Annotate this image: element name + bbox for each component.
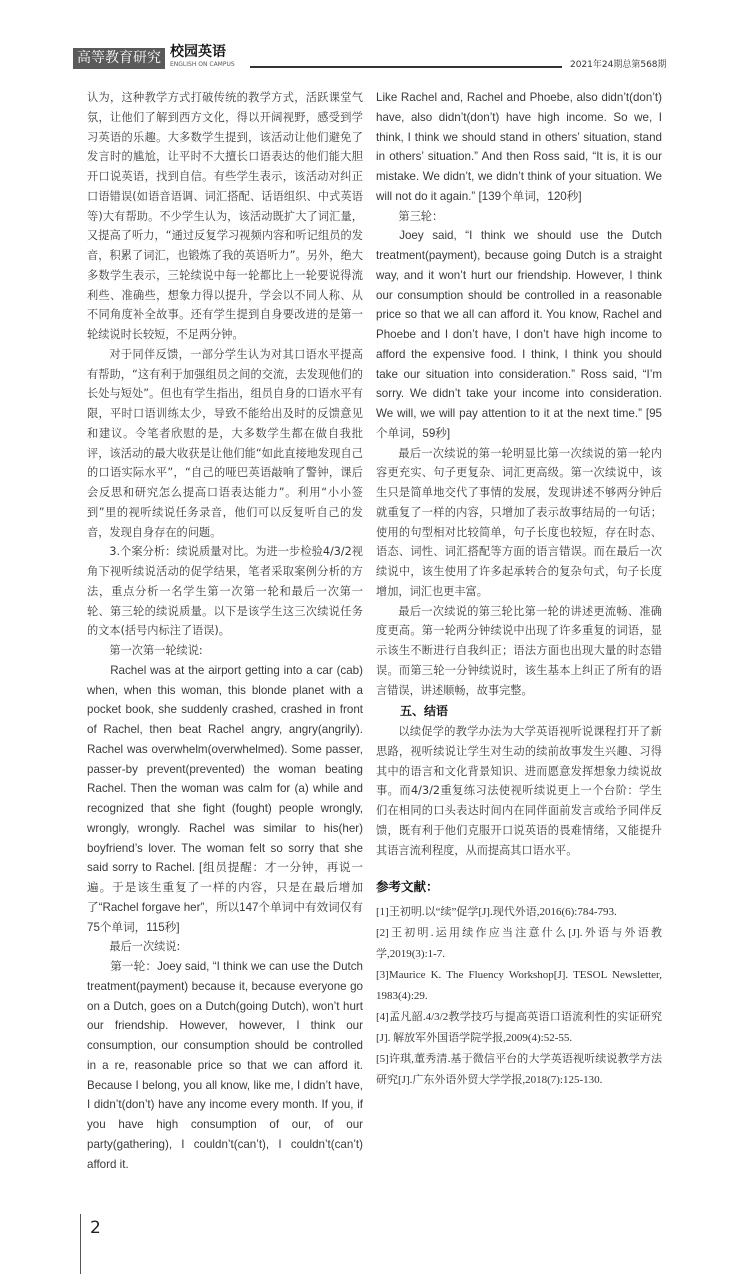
issue-info: 2021年24期总第568期 [570,60,667,70]
reference-item: [5]许琪,董秀清.基于微信平台的大学英语视听续说教学方法研究[J].广东外语外贸大学学报,2018(7):125-130. [376,1053,662,1087]
paragraph: Like Rachel and, Rachel and Phoebe, also didn’t(don’t) have, also didn’t(don’t) have high income. So we, I think, I think we should stand in others’ situation, stand in others’ situation.” And then Ross said, “It is, it is our mistake. We didn’t, we didn’t think of your situation. We will not do it again.” [139个单词，120秒] [376,91,662,203]
paragraph: 最后一次续说的第一轮明显比第一次续说的第一轮内容更充实、句子更复杂、词汇更高级。第一次续说中，该生只是简单地交代了事情的发展，发现讲述不够两分钟后就重复了一样的内容，只增加了表示故事结局的一句话；使用的句型相对比较简单，句子长度也较短，存在时态、语态、词性、词汇搭配等方面的语言错误。而在最后一次续说中，该生使用了许多起承转合的复杂句式，句子长度增加，词汇也更丰富。 [376,446,662,598]
section-label: 高等教育研究 [73,48,165,69]
reference-item: [1]王初明.以“续”促学[J].现代外语,2016(6):784-793. [376,906,617,919]
page-footer [0,1214,740,1274]
left-column [87,88,363,1174]
paragraph: 最后一次续说: [109,940,181,954]
references [376,878,662,1091]
paragraph: Joey said, “I think we should use the Dutch treatment(payment), because going Dutch is a straight way, and it won’t hurt our friendship. However, I think our consumption should be controlled in a reasonable price so that we all can afford it. You know, Rachel and Phoebe and I don’t have, I don’t have high income to afford the expensive food. I think, I think you should take our situation into consideration.” Ross said, “I’m sorry. We didn’t take your income into consideration. We will, we will pay attention to it at the next time.” [95个单词，59秒] [376,229,662,440]
paragraph: 第一轮：Joey said, “I think we can use the Dutch treatment(payment) because it, because everyone go on a Dutch, goes on a Dutch(going Dutch), won’t hurt our friendship. However, however, I think our consumption, our consumption should be controlled in a re, reasonable price so that we can afford it. Because I belong, you all know, like me, I didn’t have, I didn’t(don’t) have any income every month. If you, if you have high consumption of our, of our party(gathering), I couldn’t(can’t), I couldn’t(can’t) afford it. [87,960,363,1171]
page-number: 2 [90,1218,101,1239]
margin-rule [80,1214,81,1274]
paragraph: 认为，这种教学方式打破传统的教学方式，活跃课堂气氛，让他们了解到西方文化，得以开阔视野，感受到学习英语的乐趣。大多数学生提到，该活动让他们避免了发言时的尴尬，让平时不大擅长口语表达的他们能大胆开口说英语，找到自信。有些学生表示，该活动对纠正口语错误(如语音语调、词汇搭配、话语组织、中式英语等)大有帮助。不少学生认为，该活动既扩大了词汇量，又提高了听力，“通过反复学习视频内容和听记组员的发音，积累了词汇，也锻炼了我的英语听力”。另外，绝大多数学生表示，三轮续说中每一轮都比上一轮要说得流利些、准确些，想象力得以提升，学会以不同人称、从不同角度补全故事。还有学生提到自身要改进的是第一轮续说时长较短，不足两分钟。 [87,91,363,341]
paragraph: 第一次第一轮续说: [109,644,203,657]
paragraph: 3.个案分析：续说质量对比。为进一步检验4/3/2视角下视听续说活动的促学结果，笔者采取案例分析的方法，重点分析一名学生第一次第一轮和最后一次第一轮、第三轮的续说质量。以下是该学生这三次续说任务的文本(括号内标注了语误)。 [87,545,363,638]
paragraph: 最后一次续说的第三轮比第一轮的讲述更流畅、准确度更高。第一轮两分钟续说中出现了许多重复的词语，显示该生不断进行自我纠正；语法方面也出现大量的时态错误。而第三轮一分钟续说时，该生基本上纠正了所有的语言错误，讲述顺畅，故事完整。 [376,604,662,697]
page-header [0,0,740,88]
right-column [376,88,662,1091]
paragraph: 对于同伴反馈，一部分学生认为对其口语水平提高有帮助，“这有利于加强组员之间的交流，去发现他们的长处与短处”。但也有学生指出，组员自身的口语水平有限，平时口语训练太少，导致不能给出及时的反馈意见和建议。令笔者欣慰的是，大多数学生都在做自我批评，该活动的最大收获是让他们能“如此直接地发现自己的口语实际水平”，“自己的哑巴英语敲响了警钟，课后会反思和研究怎么提高口语表达能力”。利用“小小签到”里的视听续说任务录音，他们可以反复听自己的发音，发现自身存在的问题。 [87,347,363,539]
paragraph: 第三轮： [398,209,444,223]
journal-brand: 校园英语 [170,44,226,60]
paragraph: 以续促学的教学办法为大学英语视听说课程打开了新思路，视听续说让学生对生动的续前故事发生兴趣、习得其中的语言和文化背景知识、进而愿意发挥想象力续说故事。而4/3/2重复练习法使视听续说更上一个台阶：学生们在相同的口头表达时间内在同伴面前发言或给予同伴反馈，既有利于他们克服开口说英语的畏难情绪，又能提升其语言流利程度，从而提高其口语水平。 [376,725,662,857]
journal-brand-block [170,44,235,69]
header-divider [250,66,562,68]
journal-brand-sub: ENGLISH ON CAMPUS [170,61,235,68]
body-columns [87,88,740,1174]
reference-item: [3]Maurice K. The Fluency Workshop[J]. TESOL Newsletter, 1983(4):29. [376,969,662,1003]
paragraph: Rachel was at the airport getting into a car (cab) when, when this woman, this blonde planet with a pocket book, she suddenly crashed, crashed in front of Rachel, then beat Rachel angry, angry(angrily). Rachel was overwhelm(overwhelmed). Some passer, passer-by prevent(prevented) the woman beating Rachel. Then the woman was calm for (a) while and recognized that she fight (fought) people wrongly, wrongly, wrongly. Rachel was similar to his(her) boyfriend’s lover. The woman felt so sorry that she said sorry to Rachel. [组员提醒：才一分钟，再说一遍。于是该生重复了一样的内容，只是在最后增加了“Rachel forgave her”，所以147个单词中有效词仅有75个单词，115秒] [87,663,363,934]
reference-item: [2]王初明.运用续作应当注意什么[J].外语与外语教学,2019(3):1-7. [376,927,662,961]
reference-item: [4]孟凡韶.4/3/2教学技巧与提高英语口语流利性的实证研究[J]. 解放军外国语学院学报,2009(4):52-55. [376,1011,662,1045]
references-heading: 参考文献： [376,879,439,895]
section-heading: 五、结语 [400,704,449,719]
